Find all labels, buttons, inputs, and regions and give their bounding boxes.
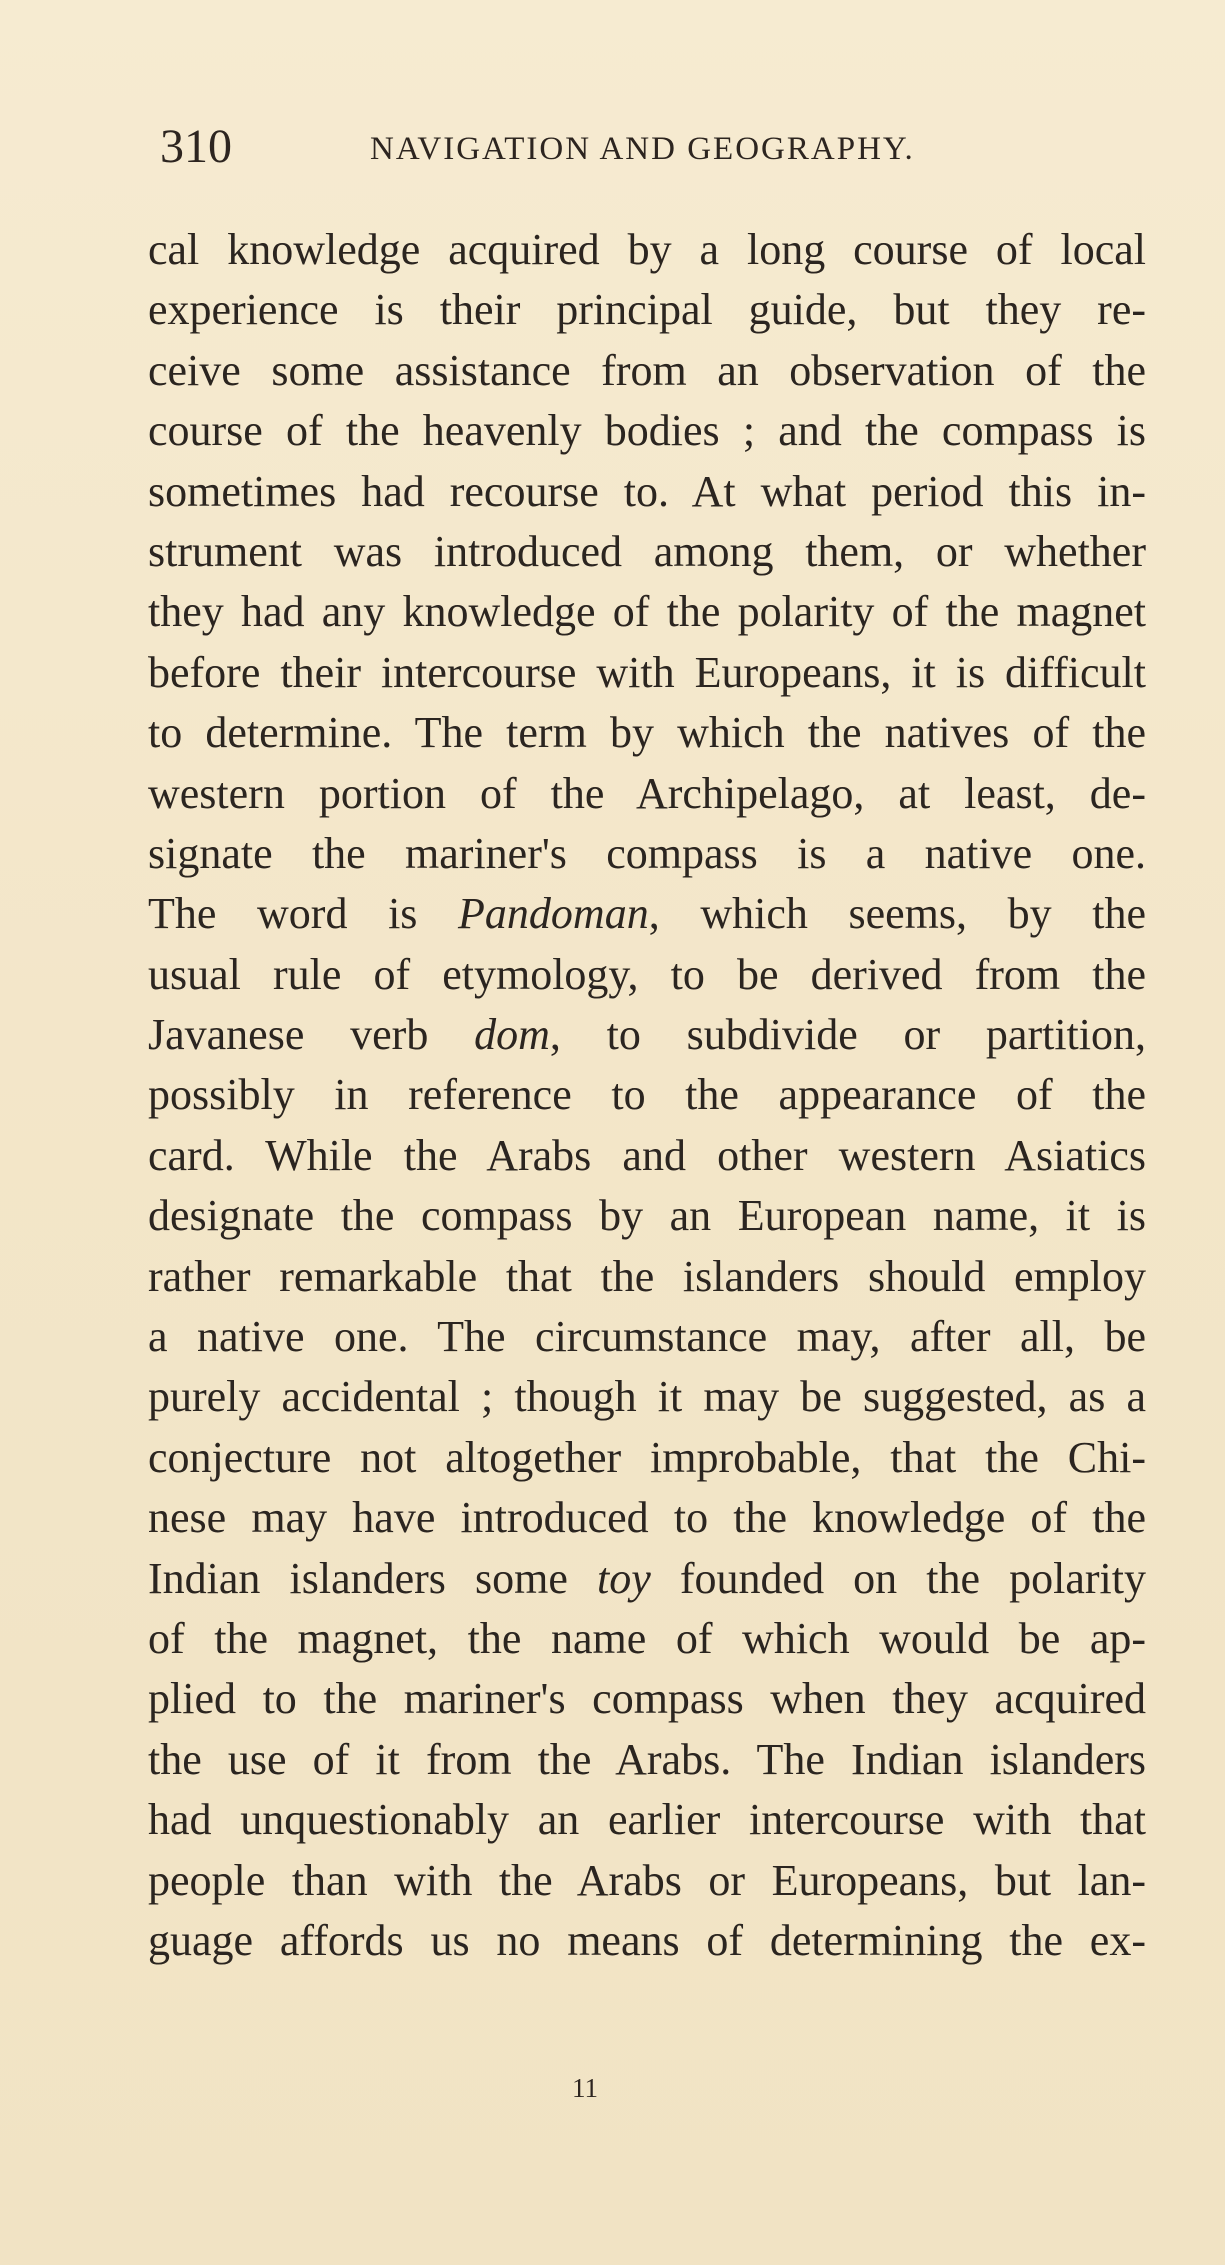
text-line: signate the mariner's compass is a native one.	[148, 828, 1146, 878]
text-line: plied to the mariner's compass when they acquired	[148, 1674, 1146, 1724]
italic-word-dom: dom	[474, 1010, 550, 1060]
line-13-after: , to subdivide or partition,	[549, 1010, 1147, 1060]
text-line: strument was introduced among them, or whether	[148, 526, 1146, 576]
text-line: sometimes had recourse to. At what period this in-	[148, 466, 1146, 516]
text-line: possibly in reference to the appearance of the	[148, 1070, 1146, 1120]
text-line: experience is their principal guide, but they re-	[148, 285, 1146, 335]
line-11-after: , which seems, by the	[648, 889, 1146, 939]
text-line: people than with the Arabs or Europeans, but lan-	[148, 1855, 1146, 1905]
text-line: before their intercourse with Europeans, it is difficult	[148, 647, 1146, 697]
page-header	[160, 117, 1060, 177]
text-line: purely accidental ; though it may be suggested, as a	[148, 1372, 1146, 1422]
text-line-with-italic	[148, 1005, 1146, 1065]
text-line: of the magnet, the name of which would be ap-	[148, 1613, 1146, 1663]
text-line: card. While the Arabs and other western Asiatics	[148, 1130, 1146, 1180]
text-line-with-italic	[148, 1549, 1146, 1609]
italic-word-pandoman: Pandoman	[458, 889, 649, 939]
line-22-after: founded on the polarity	[650, 1553, 1146, 1603]
text-line: cal knowledge acquired by a long course of local	[148, 225, 1146, 274]
text-line: had unquestionably an earlier intercourse with that	[148, 1795, 1146, 1845]
running-head: NAVIGATION AND GEOGRAPHY.	[370, 131, 915, 167]
text-line: usual rule of etymology, to be derived from the	[148, 949, 1146, 999]
text-line-with-italic	[148, 884, 1146, 944]
text-line: a native one. The circumstance may, after all, be	[148, 1312, 1146, 1362]
text-line: ceive some assistance from an observation of the	[148, 345, 1146, 395]
page-number: 310	[160, 120, 232, 173]
text-line: designate the compass by an European name, it is	[148, 1191, 1146, 1241]
text-line: rather remarkable that the islanders should employ	[148, 1251, 1146, 1301]
text-line: nese may have introduced to the knowledge of the	[148, 1493, 1146, 1543]
text-line: guage affords us no means of determining the ex-	[148, 1915, 1146, 1965]
text-line: the use of it from the Arabs. The Indian islanders	[148, 1734, 1146, 1784]
text-line: course of the heavenly bodies ; and the compass is	[148, 406, 1146, 456]
text-line: to determine. The term by which the natives of the	[148, 708, 1146, 758]
text-line: they had any knowledge of the polarity of the magnet	[148, 587, 1146, 637]
text-line: conjecture not altogether improbable, that the Chi-	[148, 1432, 1146, 1482]
line-11-before: The word is	[148, 889, 459, 939]
body-text	[148, 220, 1146, 1971]
italic-word-toy: toy	[597, 1553, 651, 1603]
line-13-before: Javanese verb	[148, 1010, 475, 1060]
signature-mark: 11	[572, 2073, 598, 2103]
line-22-before: Indian islanders some	[148, 1553, 598, 1603]
text-line: western portion of the Archipelago, at least, de-	[148, 768, 1146, 818]
